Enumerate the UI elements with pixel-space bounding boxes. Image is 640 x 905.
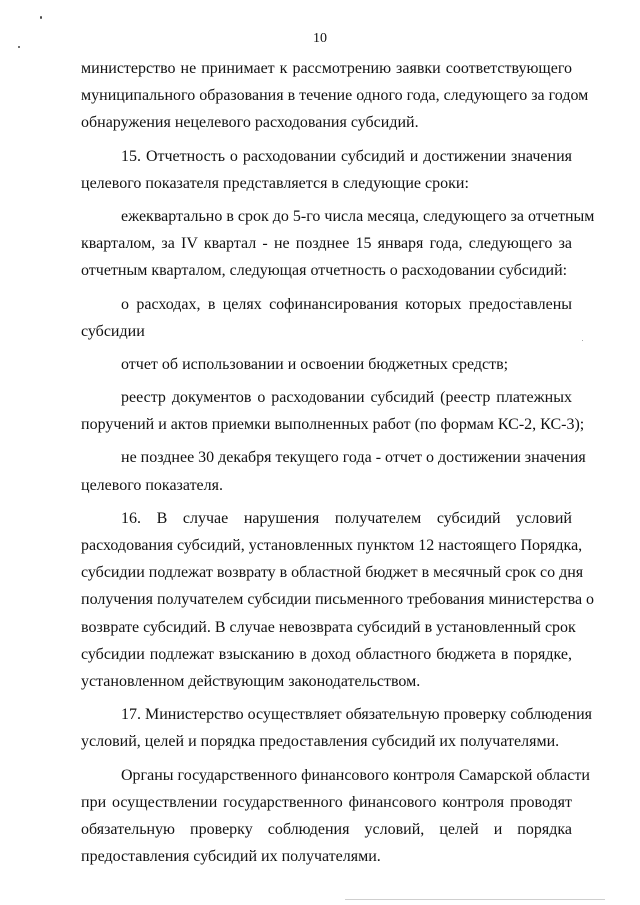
- text-line: отчет об использовании и освоении бюджетных средств;: [121, 355, 509, 373]
- paragraph-15-line: 15. Отчетность о расходовании субсидий и достижении значения: [121, 147, 572, 165]
- paragraph-16-line: 16. В случае нарушения получателем субсидий условий: [121, 509, 572, 527]
- text-line: обязательную проверку соблюдения условий, целей и порядка: [81, 820, 572, 838]
- text-line: Органы государственного финансового контроля Самарской области: [121, 766, 590, 784]
- scan-edge-line: [345, 899, 605, 900]
- scan-speck: [582, 340, 583, 341]
- text-line: предоставления субсидий их получателями.: [81, 848, 381, 866]
- paragraph-17-line: 17. Министерство осуществляет обязательную проверку соблюдения: [121, 706, 592, 724]
- scan-speck: [18, 46, 20, 48]
- text-line: установленном действующим законодательством.: [81, 672, 421, 690]
- document-body: [81, 55, 595, 870]
- text-line: целевого показателя.: [81, 476, 223, 494]
- text-line: расходования субсидий, установленных пунктом 12 настоящего Порядка,: [81, 537, 583, 554]
- text-line: отчетным кварталом, следующая отчетность о расходовании субсидий:: [81, 262, 568, 280]
- text-line: ежеквартально в срок до 5-го числа месяца, следующего за отчетным: [121, 207, 595, 225]
- text-line: субсидии подлежат возврату в областной бюджет в месячный срок со дня: [81, 564, 584, 582]
- text-line: о расходах, в целях софинансирования которых предоставлены: [121, 295, 572, 313]
- text-line: муниципального образования в течение одного года, следующего за годом: [81, 87, 589, 105]
- text-line: поручений и актов приемки выполненных работ (по формам КС-2, КС-3);: [81, 416, 585, 434]
- page-number: 10: [313, 31, 327, 46]
- text-line: субсидии подлежат взысканию в доход областного бюджета в порядке,: [81, 645, 572, 663]
- scan-speck: [40, 16, 42, 19]
- text-line: получения получателем субсидии письменного требования министерства о: [81, 591, 595, 609]
- text-line: условий, целей и порядка предоставления субсидий их получателями.: [81, 733, 560, 751]
- text-line: при осуществлении государственного финансового контроля проводят: [81, 793, 572, 811]
- text-line: целевого показателя представляется в следующие сроки:: [81, 174, 469, 192]
- text-line: возврате субсидий. В случае невозврата субсидий в установленный срок: [81, 618, 576, 636]
- text-line: субсидии: [81, 322, 145, 340]
- text-line: кварталом, за IV квартал - не позднее 15 января года, следующего за: [81, 235, 572, 253]
- text-line: реестр документов о расходовании субсидий (реестр платежных: [121, 389, 572, 407]
- text-line: министерство не принимает к рассмотрению заявки соответствующего: [81, 60, 572, 77]
- text-line: не позднее 30 декабря текущего года - отчет о достижении значения: [121, 449, 586, 467]
- text-line: обнаружения нецелевого расходования субсидий.: [81, 114, 419, 132]
